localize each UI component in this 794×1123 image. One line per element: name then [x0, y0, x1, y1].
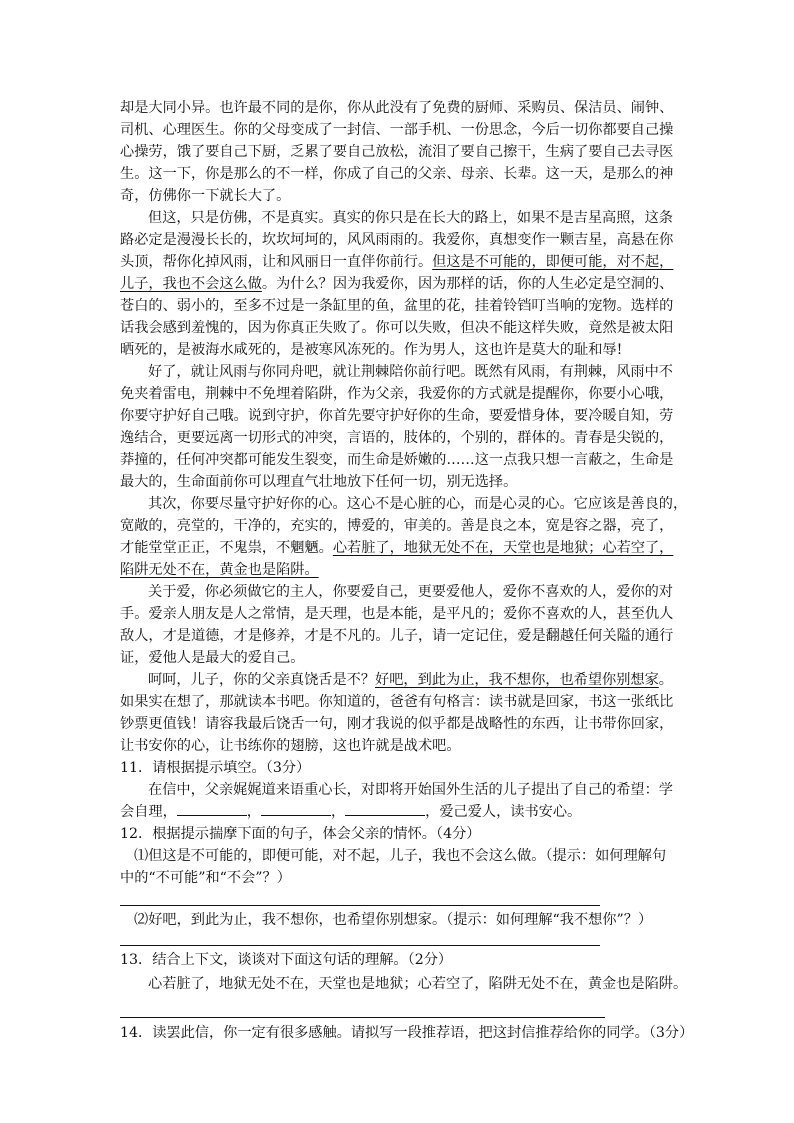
- question-13-quote: 心若脏了，地狱无处不在，天堂也是地狱；心若空了，陷阱无处不在，黄金也是陷阱。: [148, 976, 688, 992]
- letter-line: [120, 559, 680, 581]
- letter-line: 关于爱，你必须做它的主人，你要爱自己，更要爱他人，爱你不喜欢的人，爱你的对: [148, 584, 673, 600]
- letter-text: 。为什么？因为我爱你，因为那样的话，你的人生必定是空洞的、: [261, 276, 674, 292]
- letter-line: 苍白的、弱小的，至多不过是一条缸里的鱼，盆里的花，挂着铃铛叮当响的宠物。选样的: [120, 298, 674, 314]
- underlined-sentence: 儿子，我也不会这么做: [120, 276, 262, 292]
- question-12-1-line: ⑴但这是不可能的，即便可能，对不起，儿子，我也不会这么做。（提示：如何理解句: [134, 848, 667, 864]
- letter-line: 司机、心理医生。你的父母变成了一封信、一部手机、一份思念，今后一切你都要自己操: [120, 122, 674, 138]
- question-14-title: 14．读罢此信，你一定有很多感触。请拟写一段推荐语，把这封信推荐给你的同学。（3分）: [120, 1025, 694, 1041]
- letter-line: 路必定是漫漫长长的，坎坎坷坷的，风风雨雨的。我爱你，真想变作一颗吉星，高悬在你: [120, 232, 674, 248]
- underlined-sentence: 陷阱无处不在，黄金也是陷阱。: [120, 562, 319, 578]
- letter-line: 晒死的，是被海水咸死的，是被寒风冻死的。作为男人，这也许是莫大的耻和辱!: [120, 342, 623, 358]
- question-12-2-line: ⑵好吧，到此为止，我不想你，也希望你别想家。（提示：如何理解“我不想你”？）: [134, 912, 653, 928]
- underlined-sentence: 心若脏了，地狱无处不在，天堂也是地狱；心若空了，: [332, 540, 674, 556]
- underlined-sentence: 但这是不可能的，即便可能，对不起，: [432, 254, 674, 270]
- letter-line: 却是大同小异。也许最不同的是你，你从此没有了免费的厨师、采购员、保洁员、闹钟、: [120, 100, 674, 116]
- letter-line: [120, 537, 680, 559]
- answer-line[interactable]: [120, 1017, 605, 1018]
- answer-line[interactable]: [120, 905, 600, 906]
- letter-line: 好了，就让风雨与你同舟吧，就让荆棘陪你前行吧。既然有风雨，有荆棘，风雨中不: [148, 364, 673, 380]
- letter-line: [120, 251, 680, 273]
- letter-text: 呵呵，儿子，你的父亲真饶舌是不？: [148, 672, 376, 688]
- letter-line: 逸结合，更要远离一切形式的冲突，言语的，肢体的，个别的，群体的。青春是尖锐的，: [120, 430, 674, 446]
- question-11-fill-line: [120, 801, 680, 823]
- letter-line: 宽敞的，亮堂的，干净的，充实的，博爱的，审美的。善是良之本，宽是容之器，亮了，: [120, 518, 674, 534]
- letter-line: 手。爱亲人朋友是人之常情，是天理，也是本能，是平凡的；爱你不喜欢的人，甚至仇人: [120, 606, 674, 622]
- letter-line: 最大的，生命面前你可以理直气壮地放下任何一切，别无选择。: [120, 474, 518, 490]
- question-11-title: 11．请根据提示填空。（3分）: [120, 760, 311, 776]
- letter-line: 免夹着雷电，荆棘中不免埋着陷阱，作为父亲，我爱你的方式就是提醒你，你要小心哦，: [120, 386, 674, 402]
- letter-line: 你要守护好自己哦。说到守护，你首先要守护好你的生命，要爱惜身体，要冷暖自知，劳: [120, 408, 674, 424]
- letter-line: 心操劳，饿了要自己下厨，乏累了要自己放松，流泪了要自己擦干，生病了要自己去寻医: [120, 144, 674, 160]
- question-12-title: 12．根据提示揣摩下面的句子，体会父亲的情怀。（4分）: [120, 826, 481, 842]
- letter-line: 如果实在想了，那就读本书吧。你知道的，爸爸有句格言：读书就是回家，书这一张纸比: [120, 694, 674, 710]
- question-11-prompt: 在信中，父亲娓娓道来语重心长，对即将开始国外生活的儿子提出了自己的希望：学: [148, 782, 673, 798]
- answer-blank-2[interactable]: [261, 801, 331, 816]
- letter-line: 敌人，才是道德，才是修养，才是不凡的。儿子，请一定记住，爱是翻越任何关隘的通行: [120, 628, 674, 644]
- separator: ，: [330, 804, 346, 820]
- answer-blank-3[interactable]: [345, 801, 425, 816]
- letter-line: 生。这一下，你是那么的不一样，你成了自己的父亲、母亲、长辈。这一天，是那么的神: [120, 166, 674, 182]
- letter-line: 证，爱他人是最大的爱自己。: [120, 650, 305, 666]
- letter-line: 莽撞的，任何冲突都可能发生裂变，而生命是娇嫩的……这一点我只想一言蔽之，生命是: [120, 452, 674, 468]
- letter-line: 让书安你的心，让书练你的翅膀，这也许就是战术吧。: [120, 738, 461, 754]
- letter-line: [120, 273, 680, 295]
- answer-blank-1[interactable]: [177, 801, 247, 816]
- answer-line[interactable]: [120, 945, 600, 946]
- letter-line: 其次，你要尽量守护好你的心。这心不是心脏的心，而是心灵的心。它应该是善良的，: [148, 496, 688, 512]
- question-13-title: 13．结合上下文，谈谈对下面这句话的理解。（2分）: [120, 952, 453, 968]
- letter-text: 头顶，帮你化掉风雨，让和风丽日一直伴你前行。: [120, 254, 433, 270]
- underlined-sentence: 好吧，到此为止，我不想你，也希望你别想家: [375, 672, 659, 688]
- letter-line: 奇，仿佛你一下就长大了。: [120, 188, 291, 204]
- letter-text: 。: [658, 672, 673, 688]
- question-text: 会自理，: [120, 804, 177, 820]
- letter-line: 但这，只是仿佛，不是真实。真实的你只是在长大的路上，如果不是吉星高照，这条: [148, 210, 673, 226]
- letter-line: 钞票更值钱！请容我最后饶舌一句，刚才我说的似乎都是战略性的东西，让书带你回家，: [120, 716, 674, 732]
- letter-line: [148, 669, 708, 691]
- separator: ，: [246, 804, 261, 820]
- letter-text: 才能堂堂正正，不鬼祟，不魍魉。: [120, 540, 333, 556]
- question-12-1-line: 中的“不可能”和“不会”？）: [120, 870, 291, 886]
- letter-line: 话我会感到羞愧的，因为你真正失败了。你可以失败，但决不能这样失败，竟然是被太阳: [120, 320, 674, 336]
- question-text: ，爱己爱人，读书安心。: [425, 804, 582, 820]
